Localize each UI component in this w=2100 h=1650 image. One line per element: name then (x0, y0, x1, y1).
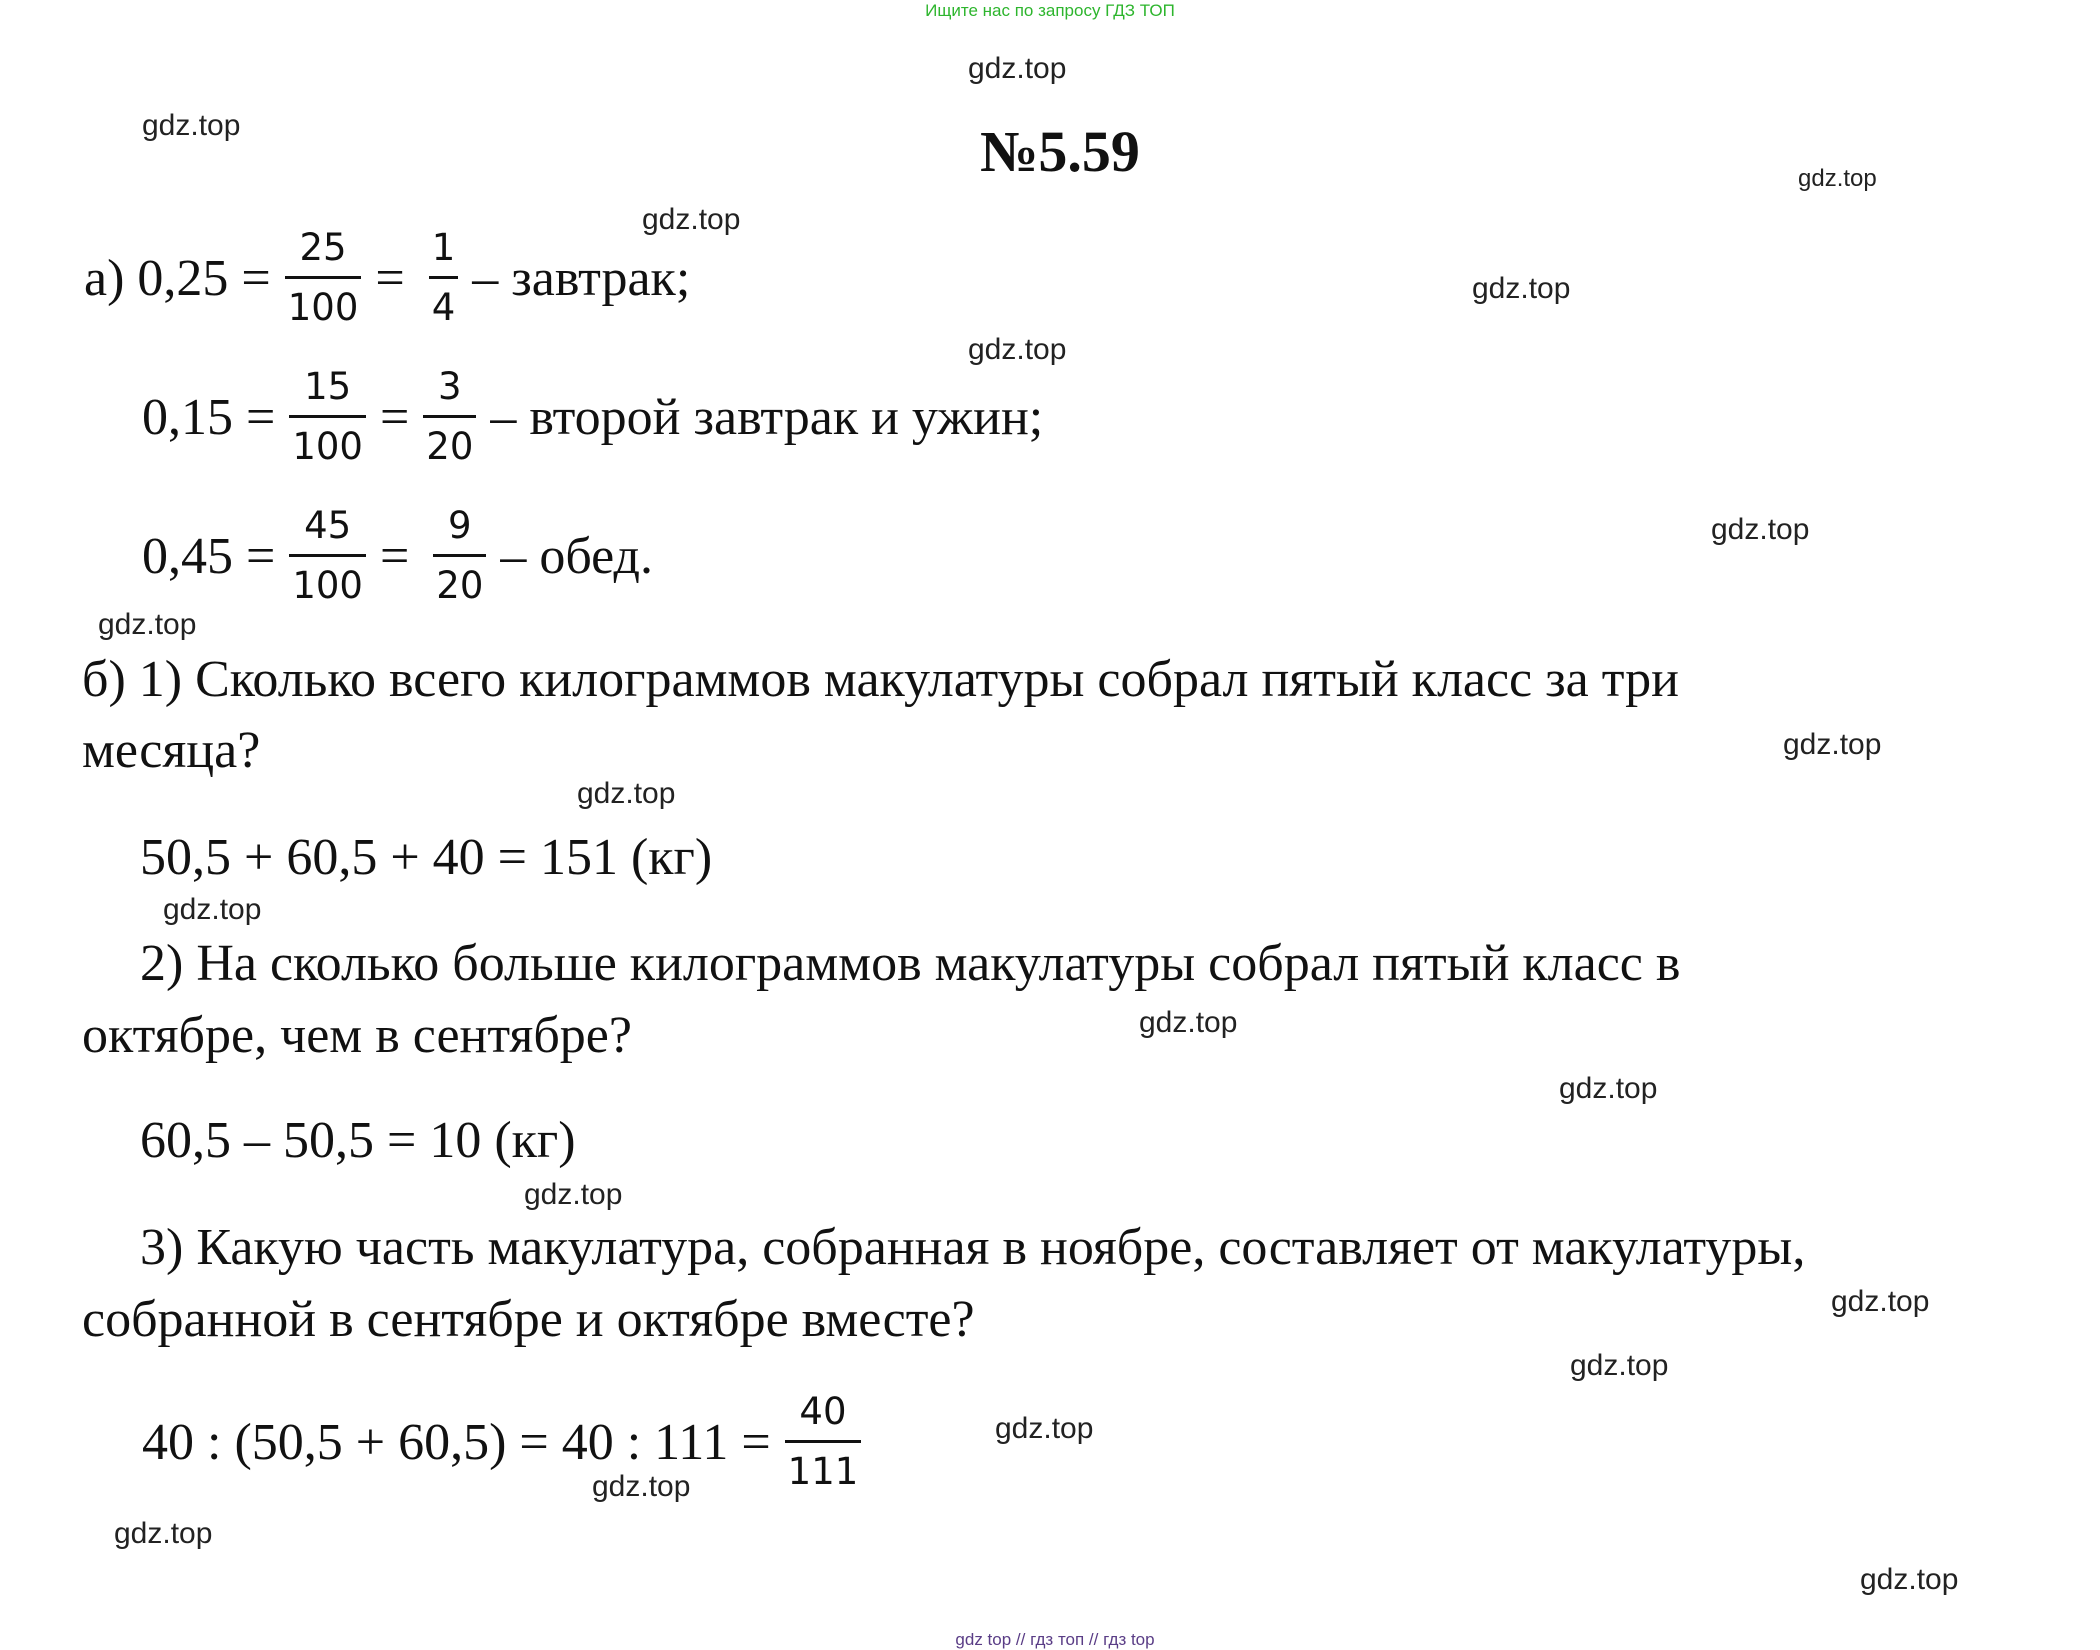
answer-2: 60,5 – 50,5 = 10 (кг) (140, 1112, 576, 1169)
denominator: 20 (436, 564, 484, 607)
question-1-line-2: месяца? (82, 722, 261, 779)
denominator: 100 (292, 425, 363, 468)
fraction (429, 223, 459, 333)
numerator: 40 (799, 1390, 847, 1433)
fraction-bar (429, 276, 459, 279)
expr-prefix: 0,45 = (142, 527, 276, 585)
denominator: 100 (292, 564, 363, 607)
answer-3 (140, 1372, 873, 1512)
denominator: 4 (431, 286, 456, 329)
expr-prefix: 40 : (50,5 + 60,5) = 40 : 111 = (142, 1413, 771, 1471)
fraction (285, 223, 362, 333)
numerator: 15 (304, 365, 352, 408)
question-2-line-1: 2) На сколько больше килограммов макулатуры собрал пятый класс в (140, 935, 1681, 992)
watermark: gdz.top (524, 1178, 623, 1211)
watermark: gdz.top (1798, 165, 1877, 192)
footer-links[interactable]: gdz top // гдз топ // гдз top (955, 1630, 1155, 1649)
numerator: 3 (438, 365, 462, 408)
watermark: gdz.top (142, 109, 241, 142)
expr-suffix: – обед. (500, 527, 653, 585)
watermark: gdz.top (1472, 272, 1571, 305)
watermark: gdz.top (1559, 1072, 1658, 1105)
watermark: gdz.top (968, 52, 1067, 85)
denominator: 20 (426, 425, 474, 468)
watermark: gdz.top (1783, 728, 1882, 761)
expr-prefix: а) 0,25 = (84, 249, 271, 307)
denominator: 100 (287, 286, 359, 329)
watermark: gdz.top (995, 1412, 1094, 1445)
part-a-row-2 (140, 347, 1045, 487)
watermark: gdz.top (98, 608, 197, 641)
fraction-bar (289, 554, 366, 557)
equals-sign: = (379, 527, 410, 585)
equals-sign: = (375, 249, 405, 307)
problem-title: №5.59 (980, 119, 1140, 184)
numerator: 1 (431, 226, 456, 269)
part-a-row-3 (140, 486, 655, 626)
watermark: gdz.top (968, 333, 1067, 366)
watermark: gdz.top (1139, 1006, 1238, 1039)
answer-1: 50,5 + 60,5 + 40 = 151 (кг) (140, 829, 713, 886)
fraction-bar (289, 415, 366, 418)
expr-suffix: – завтрак; (472, 249, 691, 307)
watermark: gdz.top (577, 777, 676, 810)
part-a-row-1 (82, 208, 692, 348)
question-1-line-1: б) 1) Сколько всего килограммов макулатуры собрал пятый класс за три (82, 651, 1679, 708)
top-banner[interactable]: Ищите нас по запросу ГДЗ ТОП (925, 1, 1175, 20)
watermark: gdz.top (1570, 1349, 1669, 1382)
watermark: gdz.top (1711, 513, 1810, 546)
numerator: 25 (299, 226, 347, 269)
numerator: 9 (448, 504, 472, 547)
watermark: gdz.top (1860, 1563, 1959, 1596)
denominator: 111 (787, 1450, 859, 1493)
fraction (785, 1387, 862, 1497)
watermark: gdz.top (1831, 1285, 1930, 1318)
watermark: gdz.top (642, 203, 741, 236)
fraction (289, 501, 366, 611)
fraction-bar (433, 554, 486, 557)
watermark: gdz.top (114, 1517, 213, 1550)
expr-prefix: 0,15 = (142, 388, 276, 446)
fraction-bar (423, 415, 476, 418)
equals-sign: = (379, 388, 410, 446)
watermark: gdz.top (163, 893, 262, 926)
question-2-line-2: октябре, чем в сентябре? (82, 1007, 632, 1064)
fraction-bar (285, 276, 362, 279)
fraction (289, 362, 366, 472)
fraction (423, 362, 476, 472)
fraction-bar (785, 1440, 862, 1443)
expr-suffix: – второй завтрак и ужин; (490, 388, 1044, 446)
fraction (433, 501, 486, 611)
numerator: 45 (304, 504, 352, 547)
question-3-line-1: 3) Какую часть макулатура, собранная в ноябре, составляет от макулатуры, (140, 1219, 1806, 1276)
watermark: gdz.top (592, 1470, 691, 1503)
question-3-line-2: собранной в сентябре и октябре вместе? (82, 1291, 975, 1348)
